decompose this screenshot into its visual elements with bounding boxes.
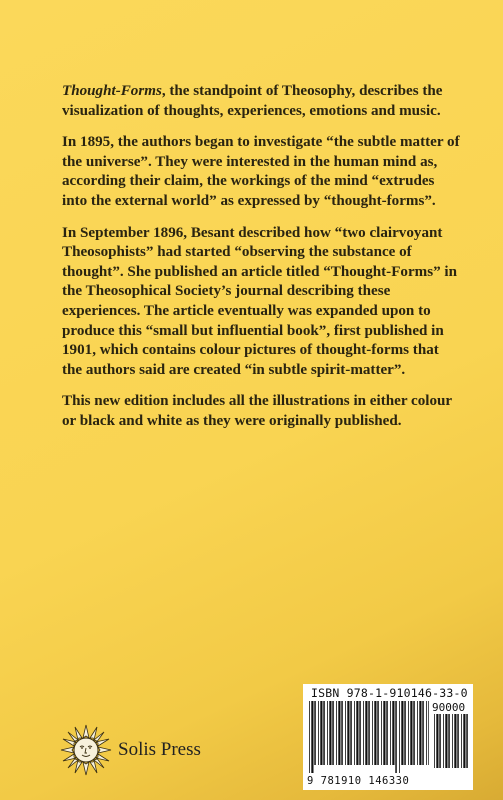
ean-barcode-bars <box>309 701 429 773</box>
barcode-bar <box>436 714 438 768</box>
barcode-bar <box>374 701 376 765</box>
book-title-italic: Thought-Forms <box>62 83 162 99</box>
barcode-bar <box>381 701 382 765</box>
barcode-bar <box>338 701 340 765</box>
barcode-bar <box>434 714 435 768</box>
barcode-bar <box>336 701 337 765</box>
barcode-bar <box>314 701 316 765</box>
barcode-bar <box>452 714 453 768</box>
barcode-bar <box>318 701 319 765</box>
barcode-bar <box>383 701 385 765</box>
barcode-bar <box>408 701 409 765</box>
barcode-bar <box>454 714 456 768</box>
barcode-bar <box>363 701 364 765</box>
barcode-bar <box>392 701 394 765</box>
barcode-bar <box>448 714 450 768</box>
barcode-bar <box>311 701 313 773</box>
barcode-bar <box>309 701 310 773</box>
barcode-bar <box>457 714 459 768</box>
barcode-bar <box>359 701 361 765</box>
isbn-label: ISBN 978-1-910146-33-0 <box>311 686 468 700</box>
barcode-bar <box>419 701 421 765</box>
barcode-bar <box>377 701 379 765</box>
barcode-bar <box>428 701 429 765</box>
barcode-bar <box>410 701 412 765</box>
barcode-bar <box>399 701 400 773</box>
barcode-bar <box>417 701 418 765</box>
price-addon-code: 90000 <box>432 701 466 714</box>
barcode-bar <box>347 701 349 765</box>
barcode-bar <box>422 701 424 765</box>
barcode-bar <box>466 714 468 768</box>
barcode-bar <box>439 714 441 768</box>
blurb-paragraph-4: This new edition includes all the illustrations in either colour or black and white as they were originally published. <box>62 393 452 429</box>
publisher-imprint <box>60 722 201 778</box>
barcode-bar <box>463 714 465 768</box>
ean-digits: 9 781910 146330 <box>307 775 410 787</box>
barcode-bar <box>341 701 343 765</box>
barcode-bar <box>445 714 447 768</box>
barcode-bar <box>368 701 370 765</box>
barcode-bar <box>395 701 397 773</box>
barcode-bar <box>332 701 334 765</box>
back-cover-blurb <box>62 82 462 444</box>
barcode-bar <box>354 701 355 765</box>
barcode-bar <box>320 701 322 765</box>
barcode-bar <box>390 701 391 765</box>
addon-barcode-bars <box>434 714 468 776</box>
barcode-bar <box>461 714 462 768</box>
barcode-bar <box>356 701 358 765</box>
sun-face-icon <box>60 724 112 776</box>
barcode-bar <box>350 701 352 765</box>
barcode-bar <box>413 701 415 765</box>
blurb-paragraph-2: In 1895, the authors began to investigate “the subtle matter of the universe”. They were interested in the human mind as, according their claim, the workings of the mind “extrudes into the external world” as expressed by “thought-forms”. <box>62 134 460 209</box>
barcode-bar <box>345 701 346 765</box>
blurb-paragraph-3: In September 1896, Besant described how “two clairvoyant Theosophists” had started “observing the substance of thought”. She published an article titled “Thought-Forms” in the Theosophical Society’s journal describing these experiences. The article eventually was expanded upon to produce this “small but influential book”, first published in 1901, which contains colour pictures of thought-forms that the authors said are created “in subtle spirit-matter”. <box>62 224 458 378</box>
isbn-barcode <box>303 684 473 790</box>
barcode-bar <box>401 701 403 765</box>
barcode-bar <box>323 701 325 765</box>
barcode-bar <box>365 701 367 765</box>
publisher-name: Solis Press <box>118 739 201 760</box>
barcode-bar <box>327 701 328 765</box>
blurb-paragraph-1: Thought-Forms, the standpoint of Theosophy, describes the visualization of thoughts, experiences, emotions and music. <box>62 83 443 119</box>
barcode-bar <box>386 701 388 765</box>
barcode-bar <box>329 701 331 765</box>
barcode-bar <box>372 701 373 765</box>
barcode-bar <box>404 701 406 765</box>
barcode-bar <box>426 701 427 765</box>
barcode-bar <box>443 714 444 768</box>
